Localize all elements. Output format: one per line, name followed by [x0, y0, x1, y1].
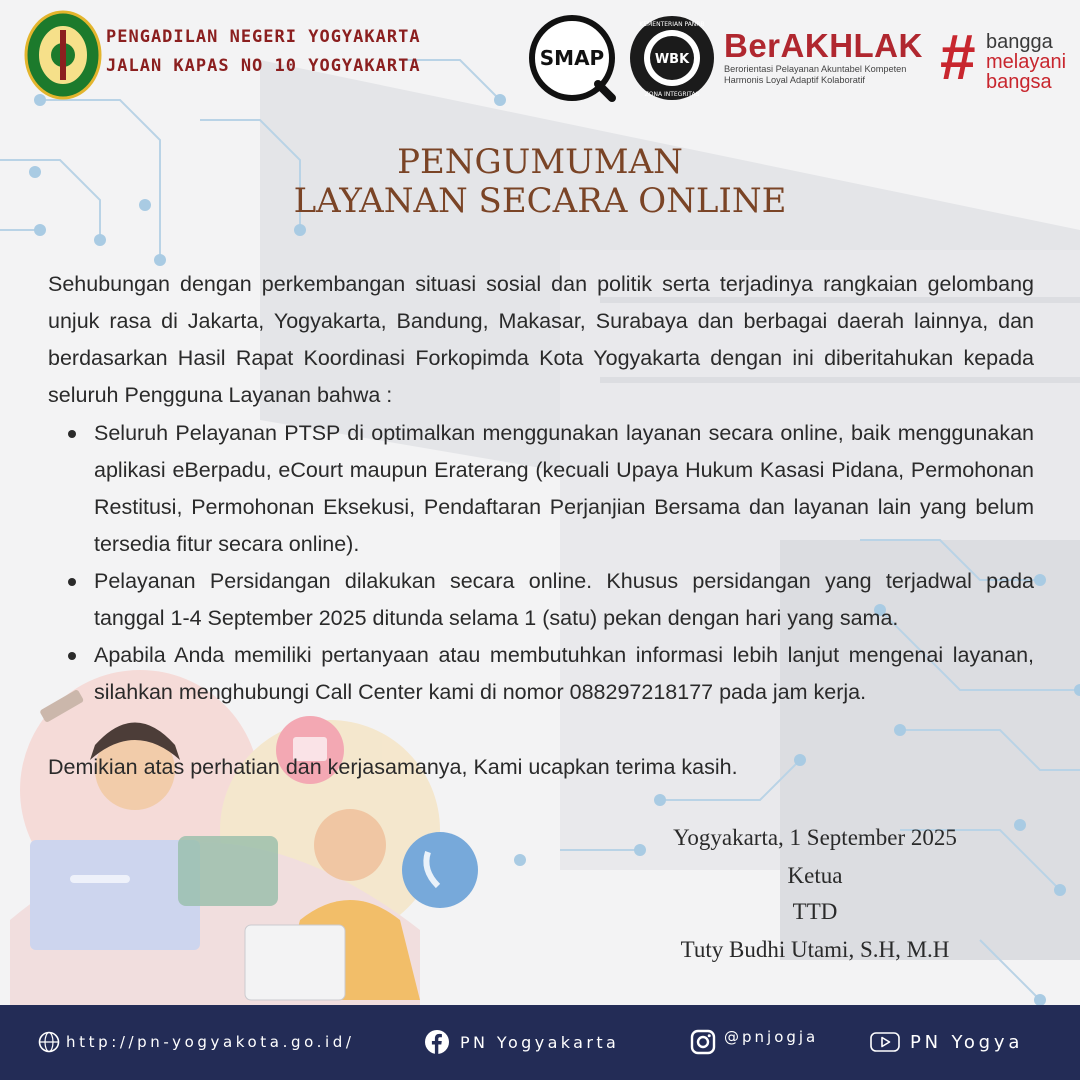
list-item: Seluruh Pelayanan PTSP di optimalkan menggunakan layanan secara online, baik menggunakan aplikasi eBerpadu, eCourt maupun Eraterang (kecuali Upaya Hukum Kasasi Pidana, Permohonan Restitusi, Permohonan Eksekusi, Pendaftaran Perjanjian Bersama dan layanan lain yang belum tersedia fitur secara online).: [48, 415, 1034, 563]
bangga-word-3: bangsa: [986, 71, 1052, 93]
signature-name: Tuty Budhi Utami, S.H, M.H: [680, 937, 950, 962]
wbk-logo: [628, 14, 716, 102]
signature-position: Ketua: [787, 863, 843, 888]
berakhlak-tagline-2: Harmonis Loyal Adaptif Kolaboratif: [724, 75, 865, 85]
facebook-icon: [424, 1029, 450, 1055]
announcement-subtitle: LAYANAN SECARA ONLINE: [293, 181, 787, 221]
berakhlak-tagline-1: Berorientasi Pelayanan Akuntabel Kompeten: [724, 64, 907, 74]
smap-logo-text: SMAP: [539, 46, 605, 70]
wbk-logo-text: WBK: [654, 52, 690, 67]
bangga-word-2: melayani: [986, 51, 1067, 73]
announcement-list: [48, 415, 1034, 711]
youtube-icon: [870, 1031, 900, 1053]
announcement-title: PENGUMUMAN: [397, 142, 683, 182]
berakhlak-logo: [724, 28, 939, 86]
instagram-link[interactable]: [690, 1027, 818, 1057]
wbk-logo-bottom-text: ZONA INTEGRITAS: [644, 91, 700, 98]
list-item: Pelayanan Persidangan dilakukan secara online. Khusus persidangan yang terjadwal pada tanggal 1-4 September 2025 ditunda selama 1 (satu) pekan dengan hari yang sama.: [48, 563, 1034, 637]
hash-mark: #: [940, 21, 976, 93]
signature-ttd: TTD: [792, 899, 838, 924]
bangga-melayani-bangsa-logo: [940, 21, 1075, 98]
closing-paragraph: Demikian atas perhatian dan kerjasamanya, Kami ucapkan terima kasih.: [48, 755, 738, 779]
facebook-name: PN Yogyakarta: [460, 1032, 620, 1052]
footer-bar: [0, 1005, 1080, 1080]
youtube-link[interactable]: [870, 1027, 1023, 1057]
instagram-handle: @pnjogja: [724, 1028, 819, 1046]
signature-place-date: Yogyakarta, 1 September 2025: [673, 825, 957, 850]
org-address: JALAN KAPAS NO 10 YOGYAKARTA: [106, 56, 421, 76]
website-link[interactable]: [38, 1027, 355, 1057]
bangga-word-1: bangga: [986, 31, 1053, 53]
smap-logo: [528, 14, 616, 102]
website-url: http://pn-yogyakota.go.id/: [66, 1033, 355, 1051]
list-item: Apabila Anda memiliki pertanyaan atau membutuhkan informasi lebih lanjut mengenai layanan, silahkan menghubungi Call Center kami di nomor 088297218177 pada jam kerja.: [48, 637, 1034, 711]
instagram-icon: [690, 1029, 716, 1055]
berakhlak-word: BerAKHLAK: [724, 27, 923, 64]
court-seal-logo: [24, 10, 102, 100]
org-name: PENGADILAN NEGERI YOGYAKARTA: [106, 27, 421, 47]
globe-icon: [38, 1031, 60, 1053]
wbk-logo-top-text: KEMENTERIAN PANRB: [639, 21, 705, 28]
youtube-channel: PN Yogya: [910, 1031, 1024, 1053]
intro-paragraph: Sehubungan dengan perkembangan situasi sosial dan politik serta terjadinya rangkaian gelombang unjuk rasa di Jakarta, Yogyakarta, Bandung, Makasar, Surabaya dan berbagai daerah lainnya, dan berdasarkan Hasil Rapat Koordinasi Forkopimda Kota Yogyakarta dengan ini diberitahukan kepada seluruh Pengguna Layanan bahwa :: [48, 272, 1034, 407]
facebook-link[interactable]: [424, 1027, 619, 1057]
